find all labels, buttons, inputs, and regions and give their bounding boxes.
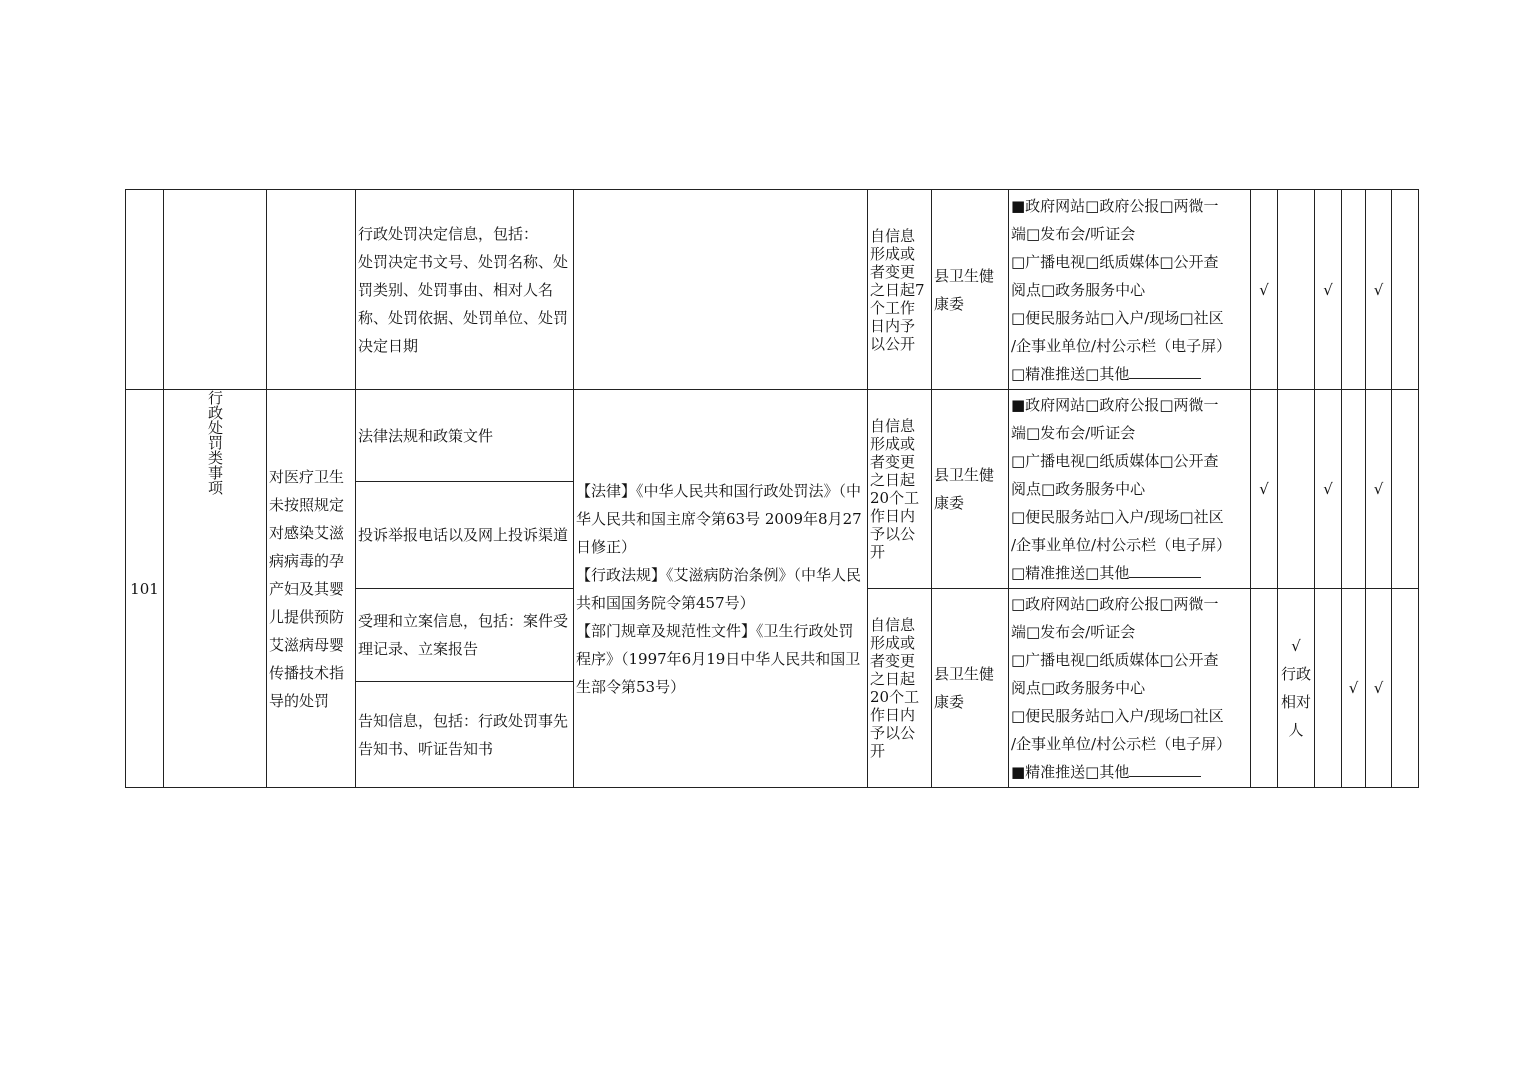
mark-cell: √: [1366, 190, 1392, 390]
table-row: [126, 190, 1419, 390]
channel-line: 阅点□政务服务中心: [1011, 679, 1146, 697]
blank-line: [1129, 563, 1201, 578]
mark-cell: √: [1251, 390, 1278, 589]
channel-line: /企事业单位/村公示栏（电子屏）: [1011, 735, 1232, 753]
channel-line: □广播电视□纸质媒体□公开查: [1011, 651, 1219, 669]
matter-cell: 对医疗卫生未按照规定对感染艾滋病病毒的孕产妇及其婴儿提供预防艾滋病母婴传播技术指导的处罚: [267, 390, 356, 788]
content-cell: 投诉举报电话以及网上投诉渠道: [356, 482, 574, 589]
mark-cell: √: [1315, 390, 1342, 589]
channel-line: [1011, 559, 1248, 587]
channels-cell: [1009, 190, 1251, 390]
mark-cell: √: [1342, 589, 1366, 788]
mark-cell: √: [1251, 190, 1278, 390]
category-vertical-text: 行政处罚类事项: [206, 390, 224, 495]
time-limit-cell: 自信息形成或者变更之日起20个工作日内予以公开: [868, 589, 932, 788]
mark-cell: √: [1366, 390, 1392, 589]
content-cell: 法律法规和政策文件: [356, 390, 574, 482]
basis-cell: [574, 190, 868, 390]
channels-cell: [1009, 390, 1251, 589]
channel-line: ■政府网站□政府公报□两微一: [1011, 396, 1219, 414]
number-cell: [126, 190, 164, 390]
channel-line-text: □精准推送□其他: [1011, 564, 1130, 582]
channel-line: □广播电视□纸质媒体□公开查: [1011, 452, 1219, 470]
channel-line: [1011, 758, 1248, 786]
channel-line: 阅点□政务服务中心: [1011, 480, 1146, 498]
basis-cell: 【法律】《中华人民共和国行政处罚法》（中华人民共和国主席令第63号 2009年8月27日修正） 【行政法规】《艾滋病防治条例》（中华人民共和国国务院令第457号） 【部门规章及规范性文件】《卫生行政处罚程序》（1997年6月19日中华人民共和国卫生部令第53号）: [574, 390, 868, 788]
mark-cell: [1278, 190, 1315, 390]
channel-line-text: ■精准推送□其他: [1011, 763, 1130, 781]
mark-cell: [1342, 390, 1366, 589]
content-cell: 告知信息，包括：行政处罚事先告知书、听证告知书: [356, 682, 574, 788]
mark-cell: [1251, 589, 1278, 788]
channel-line: 端□发布会/听证会: [1011, 224, 1136, 243]
mark-cell: [1392, 589, 1419, 788]
channel-line: 阅点□政务服务中心: [1011, 280, 1146, 299]
blank-line: [1129, 364, 1201, 379]
subject-cell: 县卫生健康委: [932, 390, 1009, 589]
channel-line: ■政府网站□政府公报□两微一: [1011, 196, 1219, 215]
item-number: 101: [126, 390, 164, 788]
subject-cell: 县卫生健康委: [932, 589, 1009, 788]
matter-cell: [267, 190, 356, 390]
category-cell: [164, 190, 267, 390]
channel-line: /企事业单位/村公示栏（电子屏）: [1011, 336, 1232, 355]
channels-cell: [1009, 589, 1251, 788]
channel-line: 端□发布会/听证会: [1011, 623, 1136, 641]
mark-cell: [1315, 589, 1342, 788]
mark-cell-target: √ 行政相对人: [1278, 589, 1315, 788]
mark-cell: [1392, 190, 1419, 390]
time-limit-cell: 自信息形成或者变更之日起20个工作日内予以公开: [868, 390, 932, 589]
channel-line: □政府网站□政府公报□两微一: [1011, 595, 1219, 613]
time-limit-cell: 自信息形成或者变更之日起7个工作日内予以公开: [868, 190, 932, 390]
blank-line: [1129, 762, 1201, 777]
mark-cell: √: [1315, 190, 1342, 390]
channel-line: [1011, 360, 1248, 388]
channel-line: 端□发布会/听证会: [1011, 424, 1136, 442]
mark-cell: [1278, 390, 1315, 589]
channel-line: □便民服务站□入户/现场□社区: [1011, 707, 1224, 725]
channel-line: □便民服务站□入户/现场□社区: [1011, 308, 1224, 327]
disclosure-table: [125, 189, 1419, 788]
content-cell: 行政处罚决定信息，包括： 处罚决定书文号、处罚名称、处罚类别、处罚事由、相对人名称、处罚依据、处罚单位、处罚决定日期: [356, 190, 574, 390]
subject-cell: 县卫生健康委: [932, 190, 1009, 390]
table-row: [126, 390, 1419, 482]
mark-cell: √: [1366, 589, 1392, 788]
content-cell: 受理和立案信息，包括：案件受理记录、立案报告: [356, 589, 574, 682]
mark-cell: [1342, 190, 1366, 390]
channel-line: □便民服务站□入户/现场□社区: [1011, 508, 1224, 526]
mark-cell: [1392, 390, 1419, 589]
channel-line: /企事业单位/村公示栏（电子屏）: [1011, 536, 1232, 554]
channel-line-text: □精准推送□其他: [1011, 364, 1130, 383]
channel-line: □广播电视□纸质媒体□公开查: [1011, 252, 1219, 271]
category-cell: [164, 390, 267, 788]
